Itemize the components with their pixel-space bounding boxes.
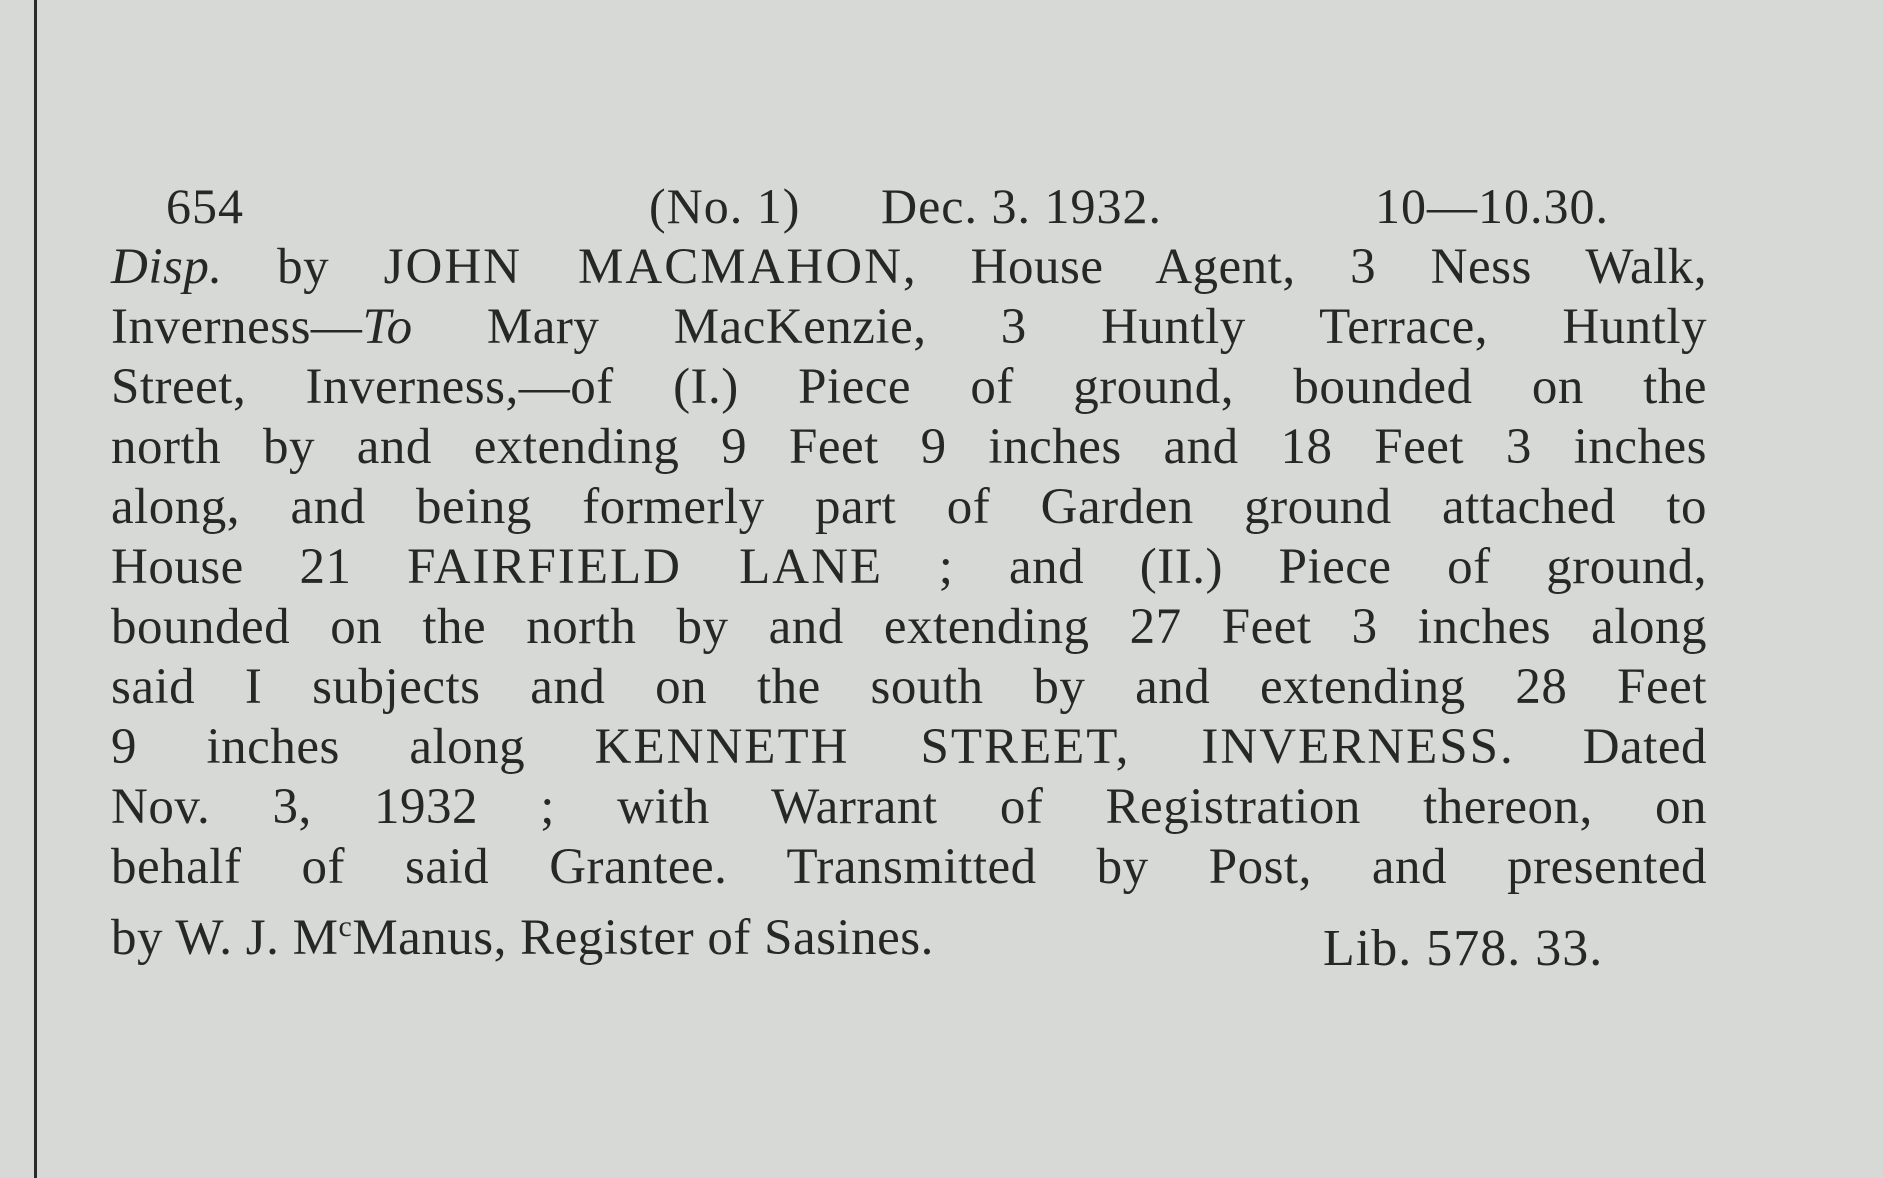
text-line-11: behalf of said Grantee. Transmitted by Post, and presented — [111, 839, 1707, 895]
entry-time: 10—10.30. — [1375, 178, 1609, 234]
text-line-5: along, and being formerly part of Garden ground attached to — [111, 479, 1707, 535]
text-register: Manus, Register of Sasines. — [352, 910, 934, 966]
grantor-name: JOHN MACMAHON — [383, 239, 903, 295]
disp-abbrev: Disp. — [111, 239, 223, 295]
property-street: KENNETH STREET, INVERNESS — [594, 719, 1500, 775]
page-margin-rule — [34, 0, 37, 1178]
text-inverness: Inverness— — [111, 299, 363, 355]
text-line-3: Street, Inverness,—of (I.) Piece of ground, bounded on the — [111, 359, 1707, 415]
sasine-entry — [111, 175, 1708, 977]
text-line-6 — [111, 537, 1707, 597]
lib-reference: Lib. 578. 33. — [1323, 920, 1604, 977]
text-line-1 — [111, 237, 1707, 297]
text-line-10: Nov. 3, 1932 ; with Warrant of Registration thereon, on — [111, 779, 1707, 835]
text-dated: . Dated — [1499, 719, 1707, 775]
text-line-12 — [111, 897, 1707, 977]
text-by: by — [222, 239, 384, 295]
text-line-7: bounded on the north by and extending 27 Feet 3 inches along — [111, 599, 1707, 655]
text-line-8: said I subjects and on the south by and extending 28 Feet — [111, 659, 1707, 715]
text-house: House 21 — [111, 539, 408, 595]
property-lane: FAIRFIELD LANE — [407, 539, 884, 595]
text-line-9 — [111, 717, 1707, 777]
text-line-4: north by and extending 9 Feet 9 inches and 18 Feet 3 inches — [111, 419, 1707, 475]
superscript-c: c — [338, 910, 353, 943]
text-to: To — [362, 299, 413, 355]
entry-no: (No. 1) — [649, 178, 801, 234]
grantee-address: Mary MacKenzie, 3 Huntly Terrace, Huntly — [412, 299, 1707, 355]
entry-number: 654 — [166, 178, 244, 234]
text-inches-along: 9 inches along — [111, 719, 595, 775]
entry-header — [111, 175, 1707, 237]
text-piece-ii: ; and (II.) Piece of ground, — [883, 539, 1707, 595]
text-line-2 — [111, 297, 1707, 357]
entry-date: Dec. 3. 1932. — [881, 178, 1162, 234]
grantor-address: , House Agent, 3 Ness Walk, — [902, 239, 1708, 295]
text-by-mc: by W. J. M — [111, 910, 339, 966]
